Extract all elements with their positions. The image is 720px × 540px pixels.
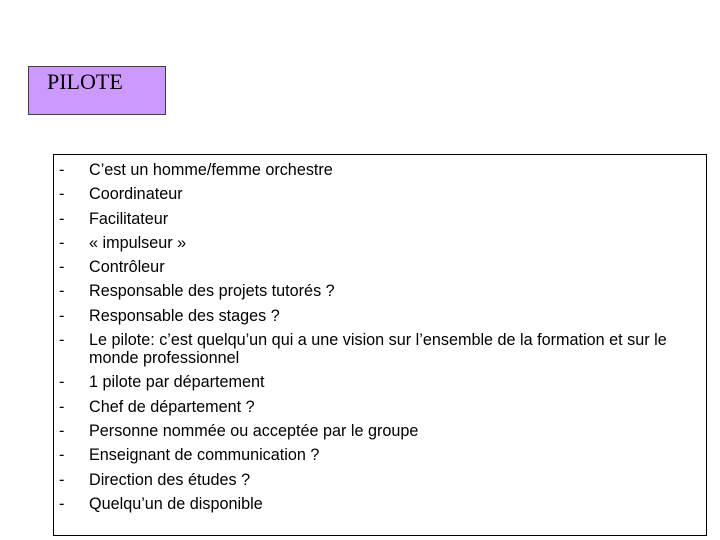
list-item (54, 279, 706, 303)
title-box (28, 66, 166, 115)
list-item (54, 395, 706, 419)
list-item-text: C’est un homme/femme orchestre (89, 161, 333, 179)
bullet-dash: - (59, 306, 65, 325)
list-item (54, 370, 706, 394)
bullet-dash: - (59, 331, 65, 350)
list-item (54, 328, 706, 370)
bullet-dash: - (59, 373, 65, 392)
list-item (54, 231, 706, 255)
bullet-list (54, 158, 706, 516)
bullet-dash: - (59, 446, 65, 465)
list-item-text: Chef de département ? (89, 397, 255, 416)
list-item-text: Contrôleur (89, 258, 165, 277)
list-item-text: Quelqu’un de disponible (89, 494, 263, 513)
bullet-dash: - (59, 470, 65, 489)
bullet-dash: - (59, 185, 65, 204)
bullet-dash: - (59, 494, 65, 513)
list-item (54, 468, 706, 492)
list-item (54, 158, 706, 182)
bullet-dash: - (59, 421, 65, 440)
bullet-dash: - (59, 282, 65, 301)
list-item (54, 419, 706, 443)
bullet-dash: - (59, 209, 65, 228)
list-item-text: 1 pilote par département (89, 373, 265, 392)
list-item (54, 492, 706, 516)
list-item (54, 182, 706, 206)
bullet-dash: - (59, 397, 65, 416)
content-box (53, 154, 707, 536)
list-item (54, 255, 706, 279)
list-item-text: « impulseur » (89, 233, 187, 252)
list-item-text: Facilitateur (89, 209, 169, 228)
list-item-text: Direction des études ? (89, 470, 251, 489)
bullet-dash: - (59, 233, 65, 252)
list-item (54, 207, 706, 231)
list-item-text: Le pilote: c’est quelqu’un qui a une vision sur l’ensemble de la formation et sur le monde professionnel (89, 331, 667, 368)
list-item-text: Responsable des stages ? (89, 306, 280, 325)
list-item-text: Responsable des projets tutorés ? (89, 282, 335, 301)
page-title: PILOTE (47, 69, 123, 94)
list-item (54, 443, 706, 467)
list-item-text: Personne nommée ou acceptée par le groupe (89, 421, 419, 440)
list-item-text: Enseignant de communication ? (89, 446, 320, 465)
bullet-dash: - (59, 258, 65, 277)
bullet-dash: - (59, 161, 65, 179)
list-item-text: Coordinateur (89, 185, 183, 204)
list-item (54, 304, 706, 328)
